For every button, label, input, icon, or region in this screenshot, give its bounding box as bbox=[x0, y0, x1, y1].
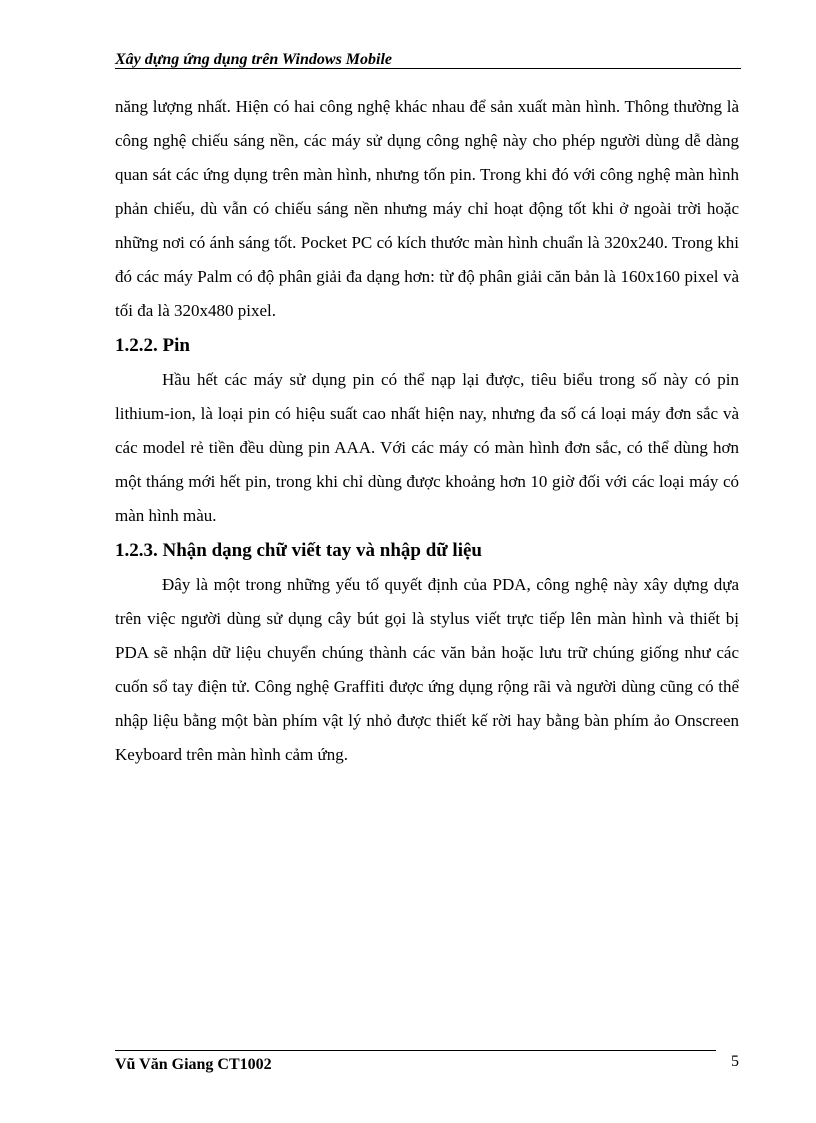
footer-divider bbox=[115, 1050, 716, 1051]
footer-author: Vũ Văn Giang CT1002 bbox=[115, 1056, 272, 1073]
page-body bbox=[115, 90, 739, 772]
paragraph-pin: Hầu hết các máy sử dụng pin có thể nạp lại được, tiêu biểu trong số này có pin lithium-ion, là loại pin có hiệu suất cao nhất hiện nay, nhưng đa số cá loại máy đơn sắc và các model rẻ tiền đều dùng pin AAA. Với các máy có màn hình đơn sắc, có thể dùng hơn một tháng mới hết pin, trong khi chỉ dùng được khoảng hơn 10 giờ đối với các loại máy có màn hình màu. bbox=[115, 370, 739, 525]
paragraph-intro: năng lượng nhất. Hiện có hai công nghệ khác nhau để sản xuất màn hình. Thông thường là công nghệ chiếu sáng nền, các máy sử dụng công nghệ này cho phép người dùng dễ dàng quan sát các ứng dụng trên màn hình, nhưng tốn pin. Trong khi đó với công nghệ màn hình phản chiếu, dù vẫn có chiếu sáng nền nhưng máy chỉ hoạt động tốt khi ở ngoài trời hoặc những nơi có ánh sáng tốt. Pocket PC có kích thước màn hình chuẩn là 320x240. Trong khi đó các máy Palm có độ phân giải đa dạng hơn: từ độ phân giải căn bản là 160x160 pixel và tối đa là 320x480 pixel. bbox=[115, 97, 739, 320]
section-heading-pin: 1.2.2. Pin bbox=[115, 335, 190, 356]
header-divider bbox=[115, 68, 741, 69]
running-header: Xây dựng ứng dụng trên Windows Mobile bbox=[115, 51, 393, 68]
section-heading-input: 1.2.3. Nhận dạng chữ viết tay và nhập dữ liệu bbox=[115, 540, 482, 561]
paragraph-input: Đây là một trong những yếu tố quyết định của PDA, công nghệ này xây dựng dựa trên việc người dùng sử dụng cây bút gọi là stylus viết trực tiếp lên màn hình và thiết bị PDA sẽ nhận dữ liệu chuyển chúng thành các văn bản hoặc lưu trữ chúng giống như các cuốn sổ tay điện tử. Công nghệ Graffiti được ứng dụng rộng rãi và người dùng cũng có thể nhập liệu bằng một bàn phím vật lý nhỏ được thiết kế rời hay bằng bàn phím ảo Onscreen Keyboard trên màn hình cảm ứng. bbox=[115, 575, 739, 764]
page-number: 5 bbox=[731, 1053, 739, 1070]
